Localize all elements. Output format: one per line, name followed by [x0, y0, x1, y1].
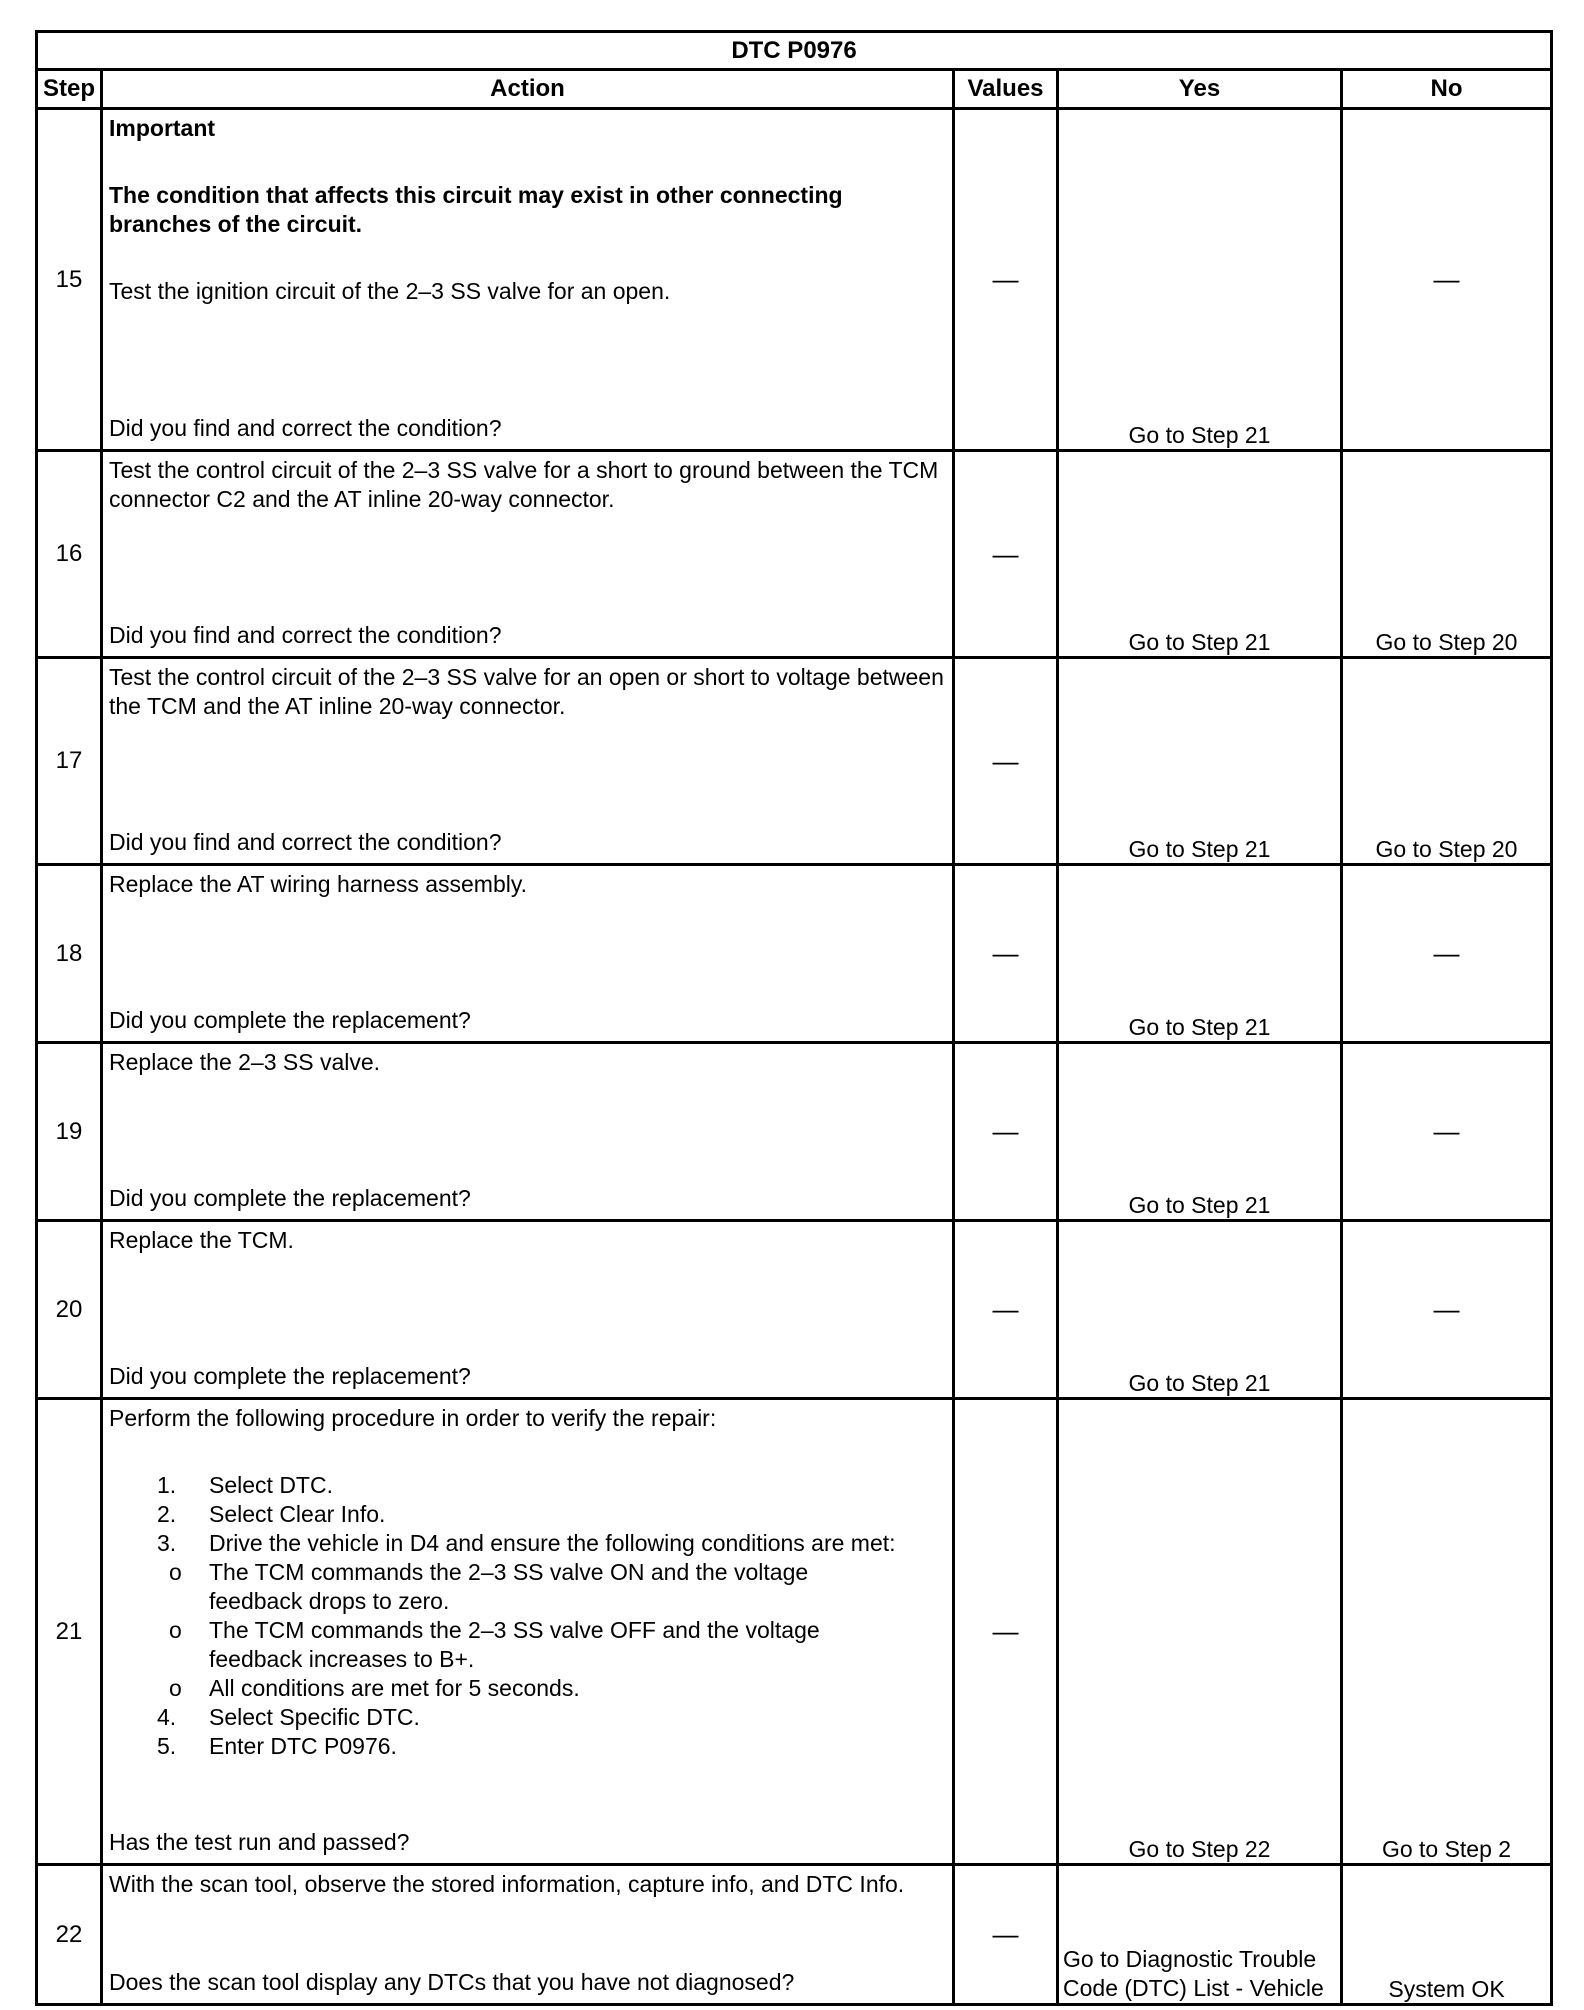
action-cell [102, 1865, 954, 2005]
table-row [37, 451, 1552, 658]
values-cell: — [954, 658, 1058, 865]
action-question: Does the scan tool display any DTCs that you have not diagnosed? [109, 1969, 795, 1995]
dtc-table [35, 30, 1553, 2006]
yes-cell: Go to Diagnostic Trouble Code (DTC) List - Vehicle [1058, 1865, 1342, 2005]
step-number: 18 [37, 865, 102, 1043]
step-number: 19 [37, 1043, 102, 1221]
step-number: 17 [37, 658, 102, 865]
yes-cell: Go to Step 21 [1058, 1043, 1342, 1221]
important-label: Important [109, 115, 216, 141]
no-cell: Go to Step 20 [1342, 658, 1552, 865]
header-action: Action [102, 70, 954, 109]
header-values: Values [954, 70, 1058, 109]
yes-cell: Go to Step 21 [1058, 1221, 1342, 1399]
action-text: Replace the TCM. [109, 1227, 294, 1253]
yes-cell: Go to Step 21 [1058, 109, 1342, 451]
table-row [37, 1221, 1552, 1399]
action-text: Replace the AT wiring harness assembly. [109, 871, 528, 897]
yes-cell: Go to Step 22 [1058, 1399, 1342, 1865]
yes-cell: Go to Step 21 [1058, 658, 1342, 865]
no-cell: — [1342, 1221, 1552, 1399]
values-cell: — [954, 1399, 1058, 1865]
action-cell [102, 1399, 954, 1865]
step-number: 21 [37, 1399, 102, 1865]
header-yes: Yes [1058, 70, 1342, 109]
action-text: Test the ignition circuit of the 2–3 SS valve for an open. [109, 278, 671, 304]
no-cell: — [1342, 865, 1552, 1043]
header-no: No [1342, 70, 1552, 109]
condition-item: o All conditions are met for 5 seconds. [169, 1675, 580, 1701]
procedure-step: 2. Select Clear Info. [157, 1501, 386, 1527]
action-cell [102, 1043, 954, 1221]
values-cell: — [954, 1221, 1058, 1399]
condition-item: o The TCM commands the 2–3 SS valve ON and the voltage feedback drops to zero. [169, 1559, 809, 1614]
action-cell [102, 658, 954, 865]
no-cell: Go to Step 20 [1342, 451, 1552, 658]
step-number: 20 [37, 1221, 102, 1399]
action-question: Did you complete the replacement? [109, 1185, 471, 1211]
action-text: Perform the following procedure in order to verify the repair: [109, 1405, 717, 1431]
step-number: 22 [37, 1865, 102, 2005]
action-cell [102, 109, 954, 451]
important-note: The condition that affects this circuit may exist in other connecting branches of the circuit. [109, 182, 843, 237]
table-title-row [37, 32, 1552, 70]
header-row [37, 70, 1552, 109]
action-question: Did you find and correct the condition? [109, 829, 502, 855]
action-question: Did you find and correct the condition? [109, 622, 502, 648]
table-row [37, 1399, 1552, 1865]
no-cell: — [1342, 1043, 1552, 1221]
yes-cell: Go to Step 21 [1058, 451, 1342, 658]
action-cell [102, 865, 954, 1043]
values-cell: — [954, 109, 1058, 451]
yes-cell: Go to Step 21 [1058, 865, 1342, 1043]
step-number: 15 [37, 109, 102, 451]
action-question: Has the test run and passed? [109, 1829, 410, 1855]
action-question: Did you find and correct the condition? [109, 415, 502, 441]
condition-item: o The TCM commands the 2–3 SS valve OFF and the voltage feedback increases to B+. [169, 1617, 820, 1672]
condition-list [109, 1558, 946, 1703]
procedure-step: 1. Select DTC. [157, 1472, 333, 1498]
action-text: Test the control circuit of the 2–3 SS valve for a short to ground between the TCM connector C2 and the AT inline 20-way connector. [109, 457, 939, 512]
procedure-list [109, 1471, 946, 1761]
procedure-step: 3. Drive the vehicle in D4 and ensure the following conditions are met: o The TCM commands the 2–3 SS valve ON and the voltage feedback drops to zero. o The TCM commands the 2–3 SS valve OFF and the voltage feedback increases to B+. o All conditions are met for 5 seconds. [109, 1529, 946, 1703]
step-number: 16 [37, 451, 102, 658]
action-question: Did you complete the replacement? [109, 1007, 471, 1033]
action-text: Test the control circuit of the 2–3 SS valve for an open or short to voltage between the TCM and the AT inline 20-way connector. [109, 664, 944, 719]
no-cell: System OK [1342, 1865, 1552, 2005]
table-row [37, 1865, 1552, 2005]
action-text: With the scan tool, observe the stored information, capture info, and DTC Info. [109, 1871, 905, 1897]
values-cell: — [954, 1865, 1058, 2005]
values-cell: — [954, 1043, 1058, 1221]
table-row [37, 1043, 1552, 1221]
table-row [37, 109, 1552, 451]
procedure-step: 4. Select Specific DTC. [157, 1704, 420, 1730]
action-cell [102, 1221, 954, 1399]
values-cell: — [954, 865, 1058, 1043]
action-question: Did you complete the replacement? [109, 1363, 471, 1389]
table-row [37, 658, 1552, 865]
table-row [37, 865, 1552, 1043]
no-cell: Go to Step 2 [1342, 1399, 1552, 1865]
action-cell [102, 451, 954, 658]
procedure-step: 5. Enter DTC P0976. [157, 1733, 397, 1759]
values-cell: — [954, 451, 1058, 658]
table-title: DTC P0976 [37, 32, 1552, 70]
action-text: Replace the 2–3 SS valve. [109, 1049, 381, 1075]
header-step: Step [37, 70, 102, 109]
no-cell: — [1342, 109, 1552, 451]
